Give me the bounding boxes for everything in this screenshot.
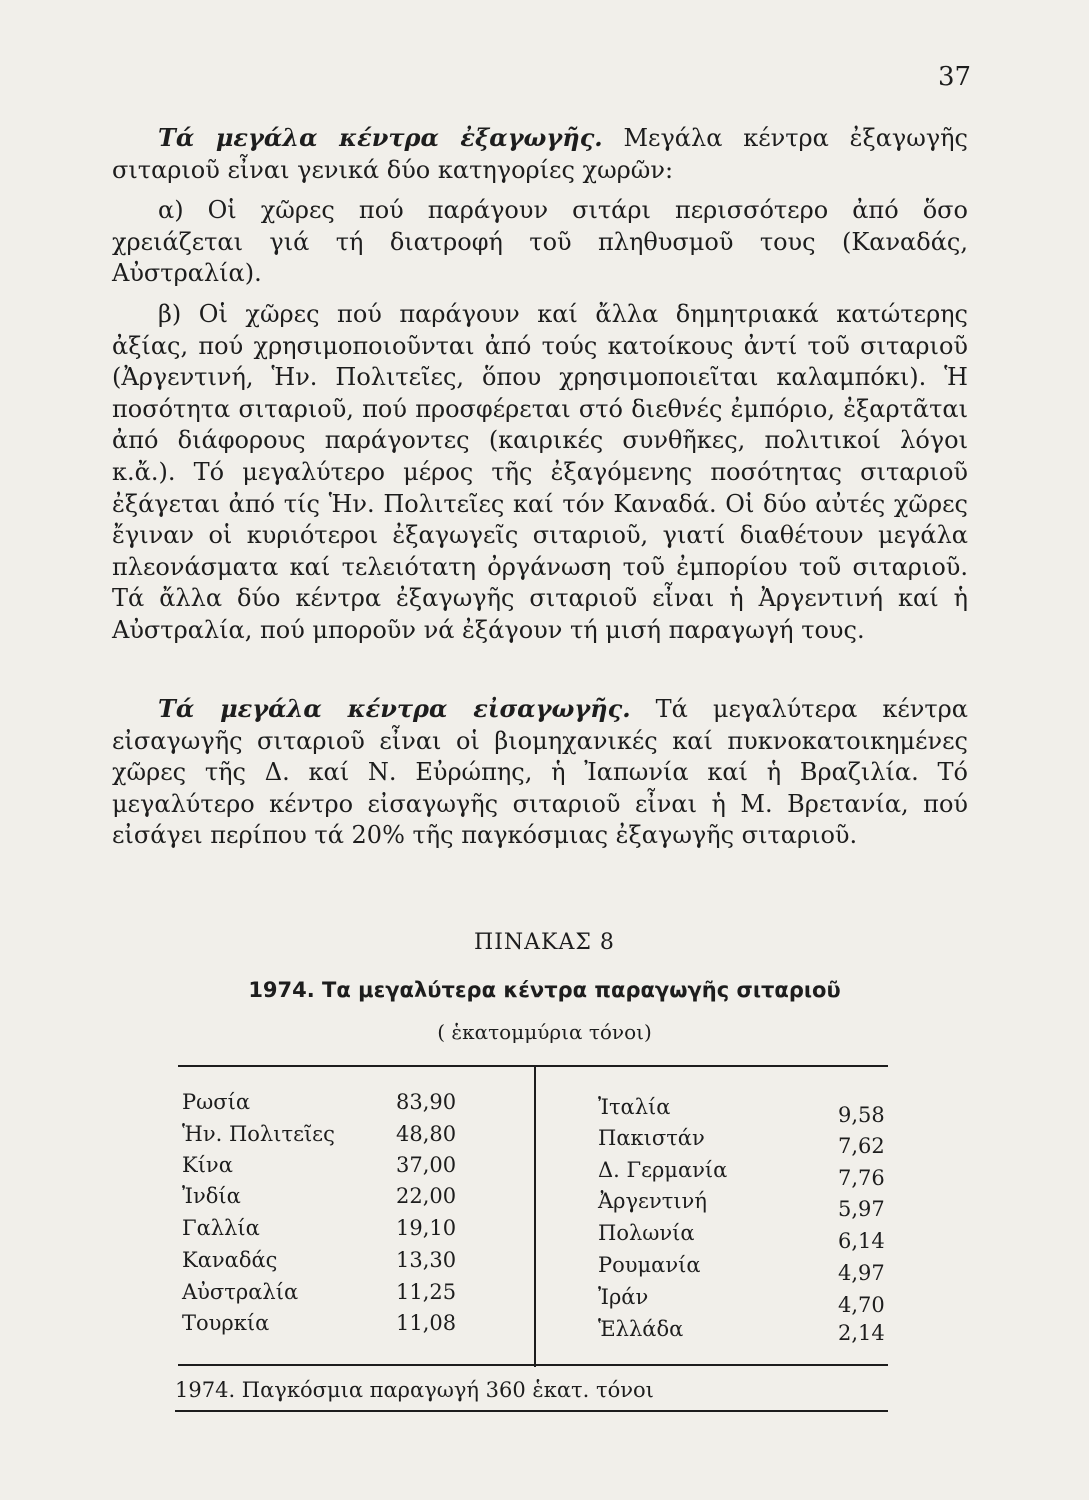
country-name: Πακιστάν (598, 1126, 705, 1150)
production-value: 22,00 (396, 1184, 457, 1208)
production-value: 7,76 (838, 1166, 885, 1190)
production-value: 6,14 (838, 1229, 885, 1253)
export-intro-paragraph (112, 122, 968, 186)
table-title: 1974. Τα μεγαλύτερα κέντρα παραγωγῆς σιταριοῦ (248, 978, 841, 1002)
import-heading: Τά μεγάλα κέντρα εἰσαγωγῆς. (158, 694, 631, 723)
production-value: 4,97 (838, 1261, 885, 1285)
production-value: 7,62 (838, 1134, 885, 1158)
table-caption: ΠΙΝΑΚΑΣ 8 (474, 930, 615, 955)
country-name: Τουρκία (182, 1311, 270, 1335)
country-name: Πολωνία (598, 1221, 695, 1245)
country-name: Ἰνδία (182, 1184, 241, 1208)
import-text: Τά μεγαλύτερα κέντρα εἰσαγωγῆς σιταριοῦ εἶναι οἱ βιομηχανικές καί πυκνοκατοικημένες χῶρες τῆς Δ. καί Ν. Εὐρώπης, ἡ Ἰαπωνία καί ἡ Βραζιλία. Τό μεγαλύτερο κέντρο εἰσαγωγῆς σιταριοῦ εἶναι ἡ Μ. Βρετανία, πού εἰσάγει περίπου τά 20% τῆς παγκόσμιας ἐξαγωγῆς σιταριοῦ. (112, 695, 968, 850)
country-name: Ἰράν (598, 1285, 649, 1309)
table-top-rule (178, 1065, 888, 1067)
footnote-rule (175, 1410, 888, 1412)
country-name: Ρωσία (182, 1090, 251, 1114)
export-heading: Τά μεγάλα κέντρα ἐξαγωγῆς. (158, 123, 603, 152)
production-value: 5,97 (838, 1197, 885, 1221)
production-value: 19,10 (396, 1216, 457, 1240)
country-name: Κίνα (182, 1153, 233, 1177)
production-value: 2,14 (838, 1321, 885, 1345)
country-name: Γαλλία (182, 1216, 260, 1240)
country-name: Ἑλλάδα (598, 1317, 684, 1341)
production-value: 13,30 (396, 1248, 457, 1272)
country-name: Δ. Γερμανία (598, 1158, 728, 1182)
export-item-b: β) Οἱ χῶρες πού παράγουν καί ἄλλα δημητριακά κατώτερης ἀξίας, πού χρησιμοποιοῦνται ἀπό τούς κατοίκους ἀντί τοῦ σιταριοῦ (Ἀργεντινή, Ἡν. Πολιτεῖες, ὅπου χρησιμοποιεῖται καλαμπόκι). Ἡ ποσότητα σιταριοῦ, πού προσφέρεται στό διεθνές ἐμπόριο, ἐξαρτᾶται ἀπό διάφορους παράγοντες (καιρικές συνθῆκες, πολιτικοί λόγοι κ.ἄ.). Τό μεγαλύτερο μέρος τῆς ἐξαγόμενης ποσότητας σιταριοῦ ἐξάγεται ἀπό τίς Ἡν. Πολιτεῖες καί τόν Καναδά. Οἱ δύο αὐτές χῶρες ἔγιναν οἱ κυριότεροι ἐξαγωγεῖς σιταριοῦ, γιατί διαθέτουν μεγάλα πλεονάσματα καί τελειότατη ὀργάνωση τοῦ ἐμπορίου τοῦ σιταριοῦ. Τά ἄλλα δύο κέντρα ἐξαγωγῆς σιταριοῦ εἶναι ἡ Ἀργεντινή καί ἡ Αὐστραλία, πού μποροῦν νά ἐξάγουν τή μισή παραγωγή τους. (112, 299, 968, 644)
export-section (112, 122, 968, 647)
production-value: 37,00 (396, 1153, 457, 1177)
table-unit: ( ἑκατομμύρια τόνοι) (437, 1020, 652, 1044)
production-value: 9,58 (838, 1103, 885, 1127)
table-bottom-rule (178, 1364, 888, 1366)
production-value: 11,08 (396, 1311, 457, 1335)
production-value: 83,90 (396, 1090, 457, 1114)
country-name: Ἡν. Πολιτεῖες (182, 1122, 335, 1146)
export-intro-text: Μεγάλα κέντρα ἐξαγωγῆς σιταριοῦ εἶναι γενικά δύο κατηγορίες χωρῶν: (112, 124, 968, 184)
table-column-divider (534, 1067, 536, 1367)
country-name: Ἰταλία (598, 1095, 671, 1119)
import-section (112, 693, 968, 852)
country-name: Καναδάς (182, 1248, 278, 1272)
production-value: 11,25 (396, 1280, 457, 1304)
table-footnote: 1974. Παγκόσμια παραγωγή 360 ἑκατ. τόνοι (175, 1378, 654, 1402)
country-name: Αὐστραλία (182, 1280, 299, 1304)
production-value: 48,80 (396, 1122, 457, 1146)
import-paragraph (112, 693, 968, 852)
export-item-a: α) Οἱ χῶρες πού παράγουν σιτάρι περισσότερο ἀπό ὅσο χρειάζεται γιά τή διατροφή τοῦ πληθυσμοῦ τους (Καναδάς, Αὐστραλία). (112, 196, 968, 288)
page-number: 37 (938, 62, 972, 92)
country-name: Ἀργεντινή (598, 1189, 707, 1213)
production-value: 4,70 (838, 1293, 885, 1317)
country-name: Ρουμανία (598, 1253, 701, 1277)
